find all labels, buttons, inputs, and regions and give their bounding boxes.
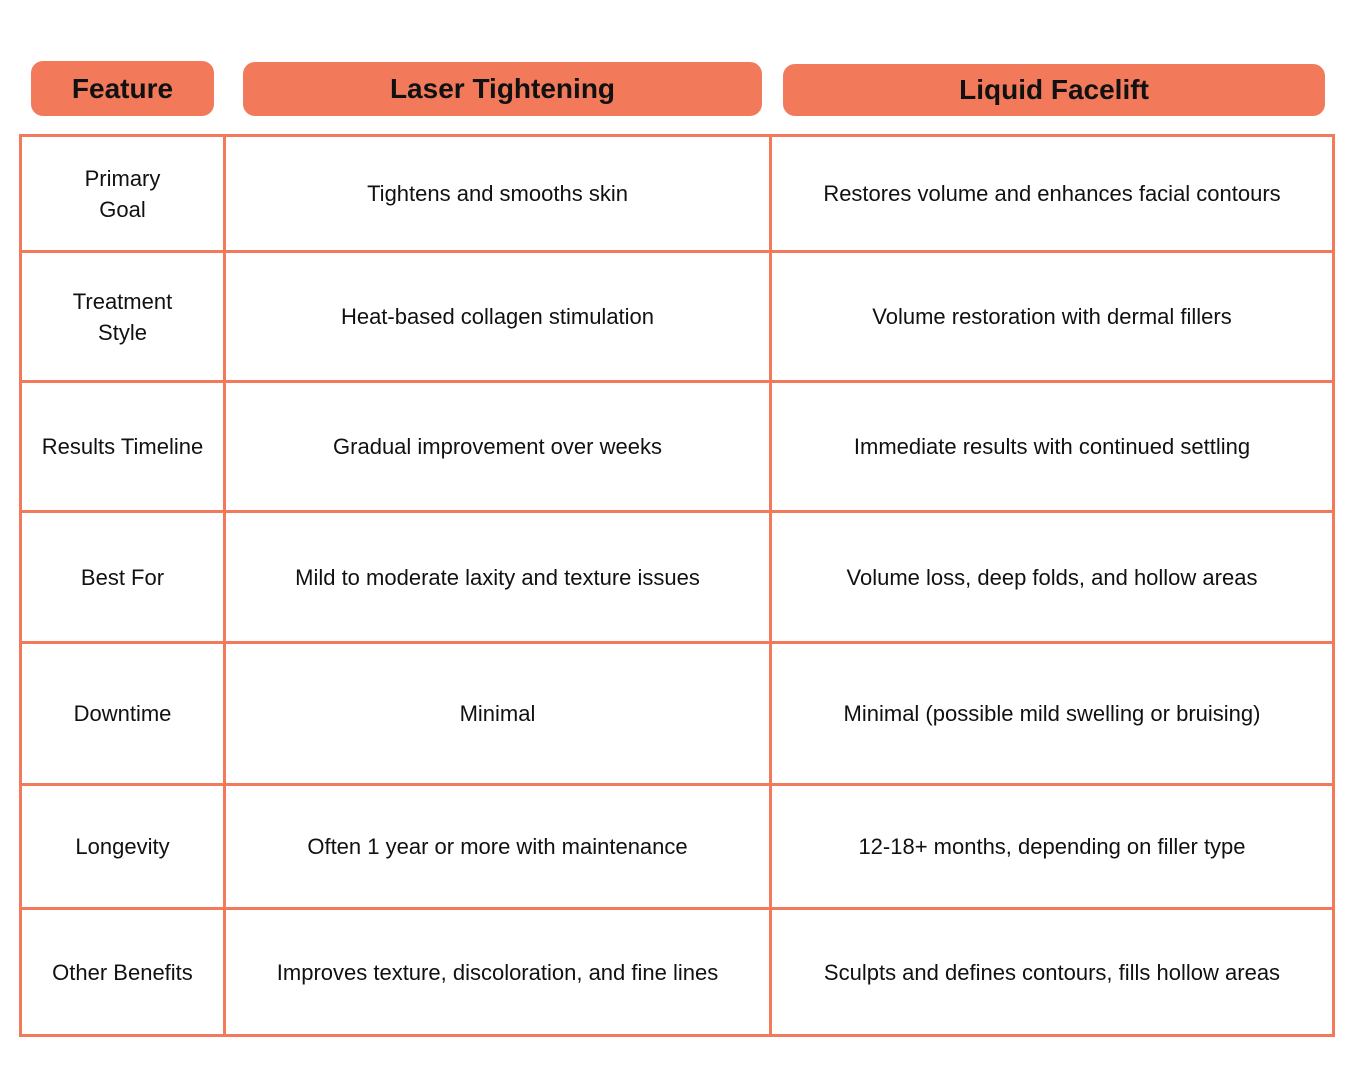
liquid-cell: Volume restoration with dermal fillers xyxy=(872,304,1232,329)
table-row xyxy=(22,786,1332,910)
header-liquid-facelift: Liquid Facelift xyxy=(783,64,1325,116)
laser-cell: Often 1 year or more with maintenance xyxy=(226,786,772,907)
liquid-cell: Sculpts and defines contours, fills hollow areas xyxy=(823,959,1281,985)
feature-cell: Primary Goal xyxy=(22,137,226,250)
table-row xyxy=(22,253,1332,383)
table-row xyxy=(22,383,1332,513)
laser-cell: Minimal xyxy=(226,644,772,783)
feature-cell: Downtime xyxy=(22,644,226,783)
liquid-cell: Volume loss, deep folds, and hollow areas xyxy=(846,564,1258,590)
table-row xyxy=(22,910,1332,1034)
laser-cell: Mild to moderate laxity and texture issues xyxy=(226,513,772,641)
laser-cell: Gradual improvement over weeks xyxy=(226,383,772,510)
feature-cell: Treatment Style xyxy=(22,253,226,380)
table-row xyxy=(22,137,1332,253)
header-feature: Feature xyxy=(31,61,214,116)
laser-cell: Tightens and smooths skin xyxy=(226,137,772,250)
feature-cell: Results Timeline xyxy=(22,383,226,510)
feature-cell: Longevity xyxy=(22,786,226,907)
liquid-cell: Minimal (possible mild swelling or bruising) xyxy=(843,701,1261,726)
laser-cell: Heat-based collagen stimulation xyxy=(226,253,772,380)
table-row xyxy=(22,513,1332,644)
table-row xyxy=(22,644,1332,786)
feature-cell: Other Benefits xyxy=(22,910,226,1034)
header-laser-tightening: Laser Tightening xyxy=(243,62,762,116)
comparison-table xyxy=(19,134,1335,1037)
liquid-cell: Immediate results with continued settling xyxy=(853,434,1251,459)
feature-cell: Best For xyxy=(22,513,226,641)
liquid-cell: Restores volume and enhances facial contours xyxy=(823,181,1281,206)
laser-cell: Improves texture, discoloration, and fine lines xyxy=(226,910,772,1034)
liquid-cell: 12-18+ months, depending on filler type xyxy=(858,834,1246,859)
